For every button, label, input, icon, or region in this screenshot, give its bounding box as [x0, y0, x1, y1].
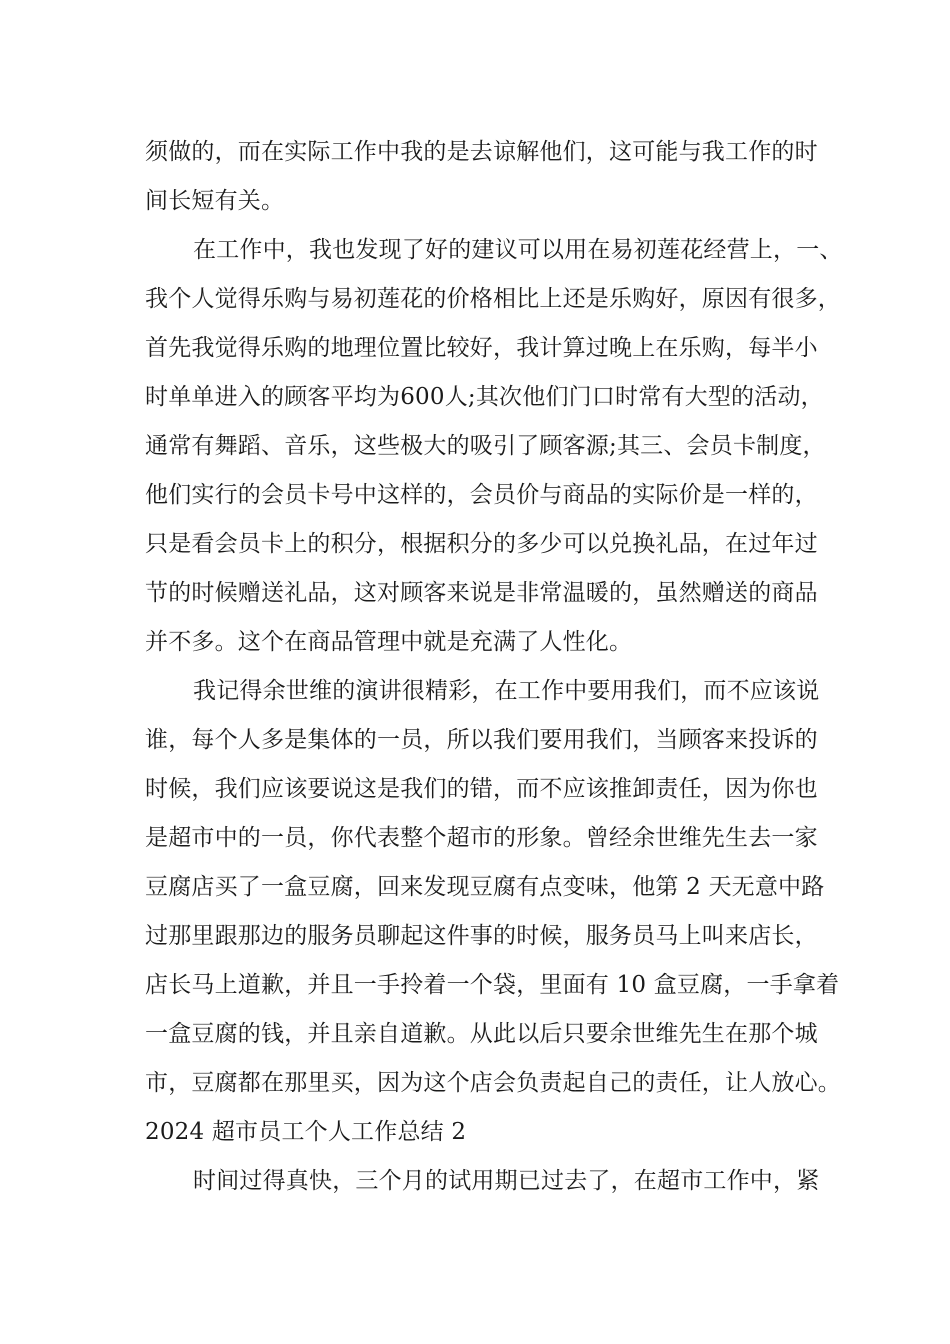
section-heading: 2024 超市员工个人工作总结 2 — [145, 1119, 467, 1145]
paragraph-start-line: 时间过得真快，三个月的试用期已过去了，在超市工作中，紧 — [193, 1168, 820, 1194]
text-line: 须做的，而在实际工作中我的是去谅解他们，这可能与我工作的时 — [145, 139, 818, 165]
paragraph-start-line: 在工作中，我也发现了好的建议可以用在易初莲花经营上，一、 — [193, 237, 843, 263]
text-line: 一盒豆腐的钱，并且亲自道歉。从此以后只要余世维先生在那个城 — [145, 1021, 818, 1047]
text-line: 首先我觉得乐购的地理位置比较好，我计算过晚上在乐购，每半小 — [145, 335, 818, 361]
text-line: 谁，每个人多是集体的一员，所以我们要用我们，当顾客来投诉的 — [145, 727, 818, 753]
text-line: 市，豆腐都在那里买，因为这个店会负责起自己的责任，让人放心。 — [145, 1070, 841, 1096]
text-line: 间长短有关。 — [145, 188, 285, 214]
text-line: 时候，我们应该要说这是我们的错，而不应该推卸责任，因为你也 — [145, 776, 818, 802]
text-line: 时单单进入的顾客平均为600人;其次他们门口时常有大型的活动， — [145, 384, 824, 410]
text-line: 通常有舞蹈、音乐，这些极大的吸引了顾客源;其三、会员卡制度， — [145, 433, 826, 459]
text-line: 他们实行的会员卡号中这样的，会员价与商品的实际价是一样的， — [145, 482, 818, 508]
text-line: 店长马上道歉，并且一手拎着一个袋，里面有 10 盒豆腐，一手拿着 — [145, 972, 840, 998]
paragraph-start-line: 我记得余世维的演讲很精彩，在工作中要用我们，而不应该说 — [193, 678, 820, 704]
text-line: 节的时候赠送礼品，这对顾客来说是非常温暖的，虽然赠送的商品 — [145, 580, 818, 606]
text-line: 是超市中的一员，你代表整个超市的形象。曾经余世维先生去一家 — [145, 825, 818, 851]
text-line: 我个人觉得乐购与易初莲花的价格相比上还是乐购好，原因有很多， — [145, 286, 841, 312]
text-line: 过那里跟那边的服务员聊起这件事的时候，服务员马上叫来店长， — [145, 923, 818, 949]
text-line: 豆腐店买了一盒豆腐，回来发现豆腐有点变味，他第 2 天无意中路 — [145, 874, 825, 900]
text-line: 只是看会员卡上的积分，根据积分的多少可以兑换礼品，在过年过 — [145, 531, 818, 557]
text-line: 并不多。这个在商品管理中就是充满了人性化。 — [145, 629, 633, 655]
